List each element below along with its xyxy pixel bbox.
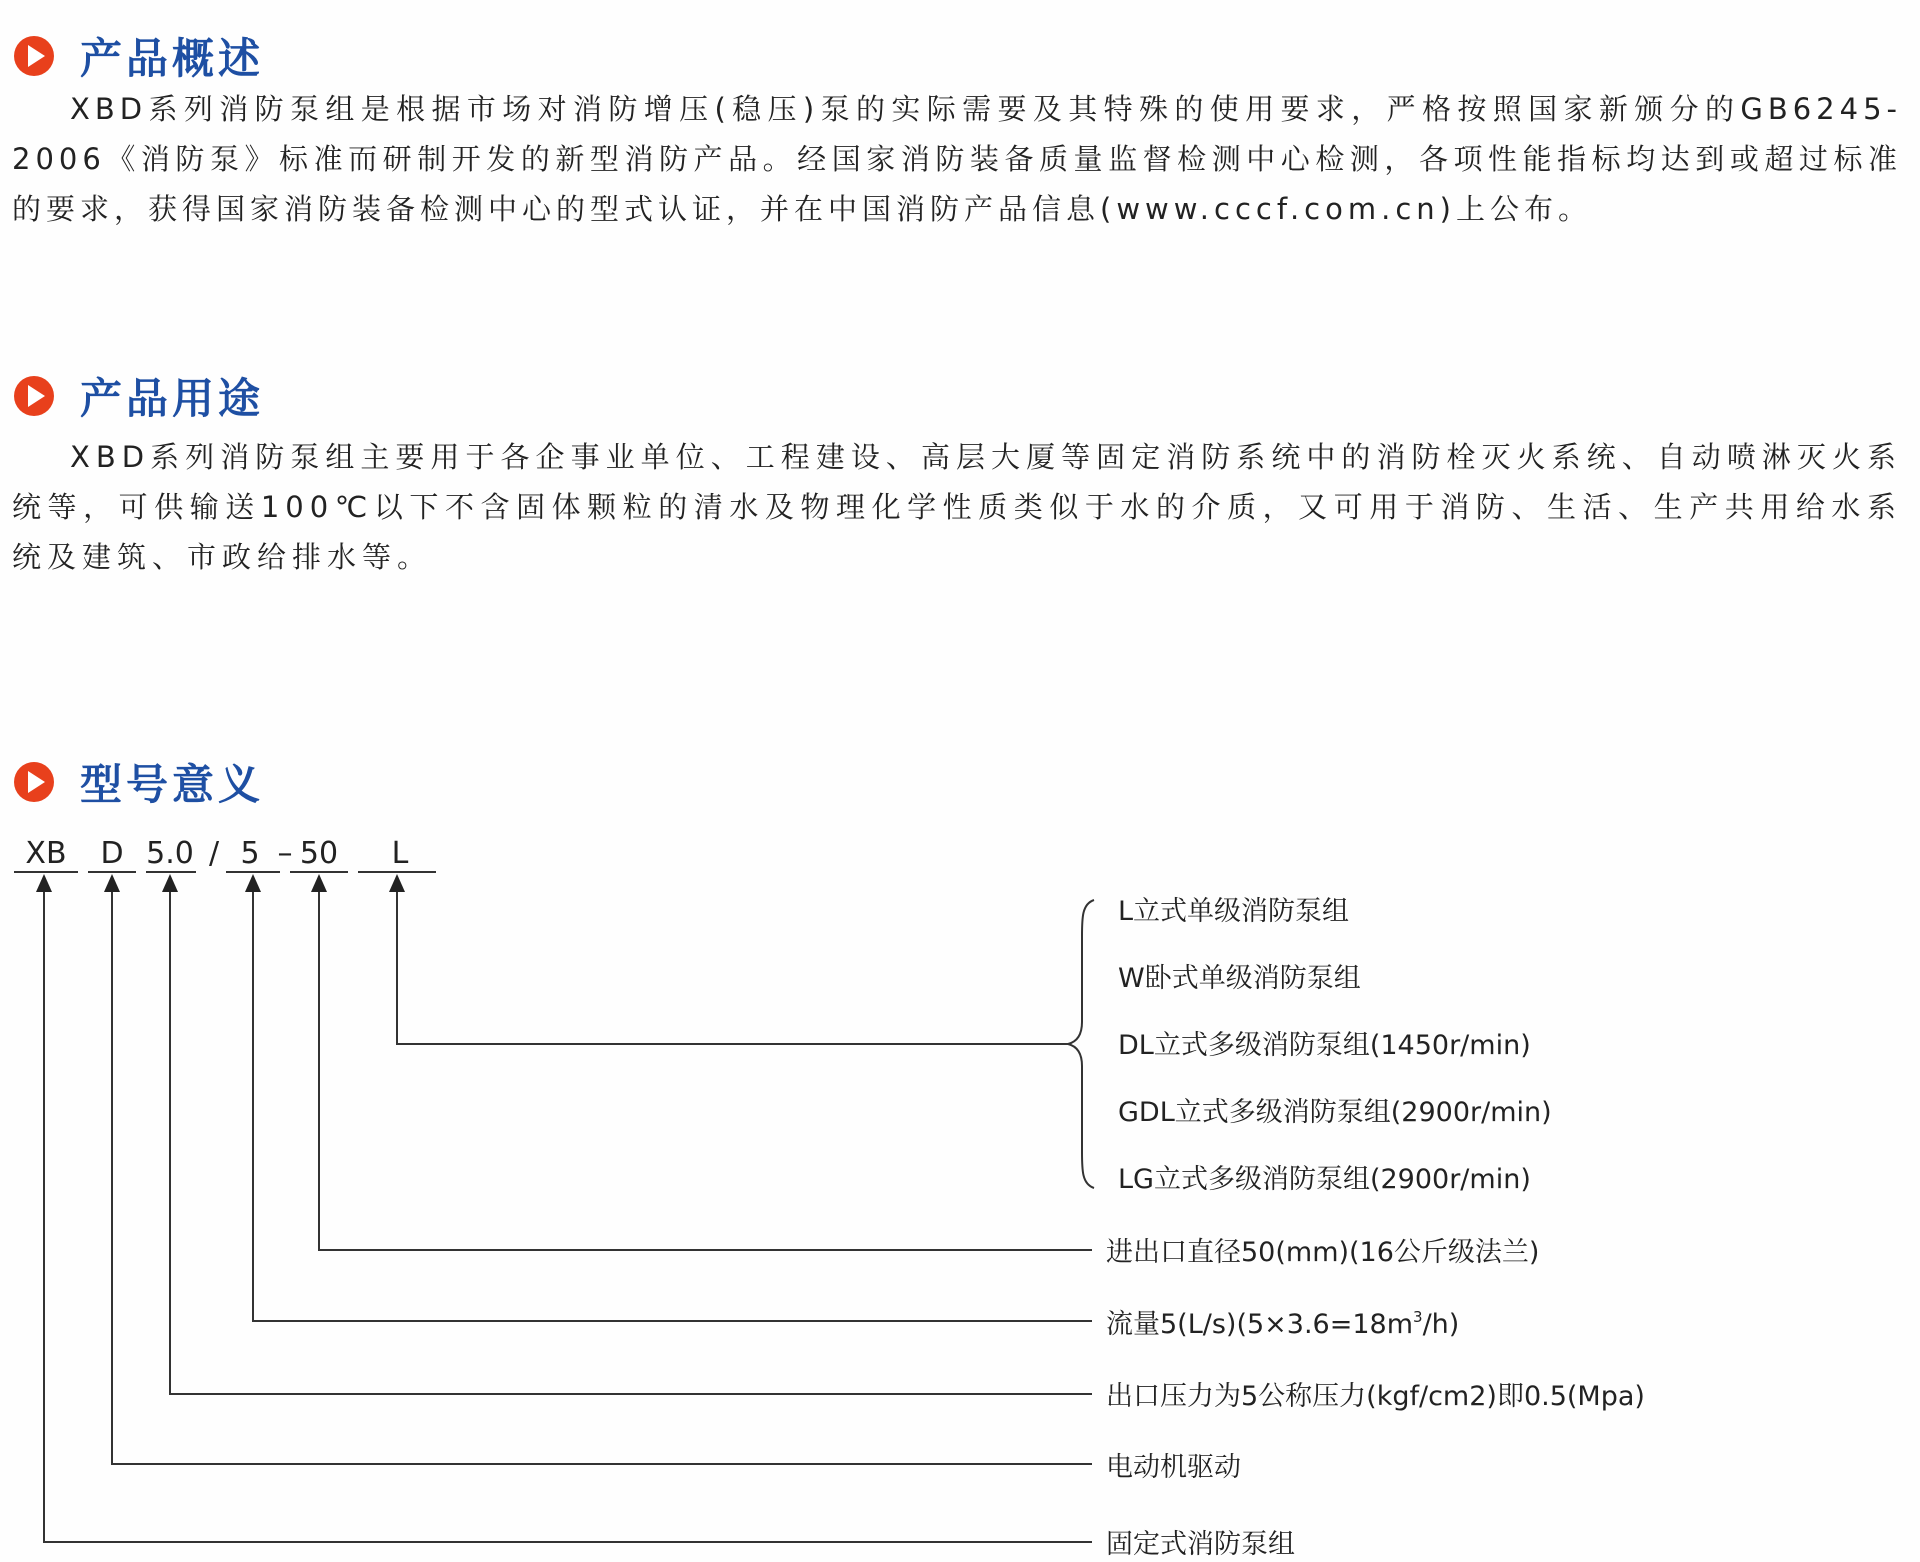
usage-paragraph: XBD系列消防泵组主要用于各企事业单位、工程建设、高层大厦等固定消防系统中的消防栓灭火系统、自动喷淋灭火系统等，可供输送100℃以下不含固体颗粒的清水及物理化学性质类似于水的介质，又可用于消防、生活、生产共用给水系统及建筑、市政给排水等。 bbox=[12, 440, 1902, 574]
type-option-w: W卧式单级消防泵组 bbox=[1118, 963, 1361, 994]
section-title-overview: 产品概述 bbox=[80, 34, 265, 83]
code-dash: – bbox=[277, 836, 293, 871]
play-arrow-icon bbox=[12, 760, 56, 804]
play-arrow-icon bbox=[12, 34, 56, 78]
meaning-flow: 流量$5(L/s)(5\times 3.6=18m^3/h)$ bbox=[1106, 1308, 1460, 1340]
section-title-model: 型号意义 bbox=[80, 760, 265, 809]
section-usage-header bbox=[12, 366, 264, 426]
meaning-fixed: 固定式消防泵组 bbox=[1106, 1529, 1295, 1560]
model-designation-diagram bbox=[0, 800, 1920, 1562]
play-arrow-icon bbox=[12, 374, 56, 418]
meaning-diameter: 进出口直径50(mm)(16公斤级法兰) bbox=[1106, 1237, 1540, 1268]
type-option-lg: LG立式多级消防泵组(2900r/min) bbox=[1118, 1164, 1531, 1195]
code-d: D bbox=[100, 836, 124, 871]
meaning-pressure: 出口压力为5公称压力(kgf/cm2)即0.5(Mpa) bbox=[1106, 1381, 1645, 1412]
overview-paragraph: XBD系列消防泵组是根据市场对消防增压(稳压)泵的实际需要及其特殊的使用要求，严格按照国家新颁分的GB6245-2006《消防泵》标准而研制开发的新型消防产品。经国家消防装备质量监督检测中心检测，各项性能指标均达到或超过标准的要求，获得国家消防装备检测中心的型式认证，并在中国消防产品信息(www.cccf.com.cn)上公布。 bbox=[12, 92, 1902, 226]
code-diameter: 50 bbox=[299, 836, 339, 871]
code-type: L bbox=[391, 836, 409, 871]
leader-lines bbox=[44, 892, 1092, 1542]
section-title-usage: 产品用途 bbox=[80, 374, 265, 423]
meaning-drive: 电动机驱动 bbox=[1106, 1452, 1241, 1483]
type-option-dl: DL立式多级消防泵组(1450r/min) bbox=[1118, 1030, 1531, 1061]
code-slash: / bbox=[208, 836, 220, 871]
options-brace bbox=[1068, 900, 1094, 1188]
code-flow: 5 bbox=[240, 836, 260, 871]
type-option-gdl: GDL立式多级消防泵组(2900r/min) bbox=[1118, 1097, 1552, 1128]
type-option-l: L立式单级消防泵组 bbox=[1118, 896, 1350, 927]
code-pressure: 5.0 bbox=[146, 836, 194, 871]
code-xb: XB bbox=[25, 836, 67, 871]
section-overview-header bbox=[12, 26, 264, 86]
pointer-arrowheads bbox=[36, 874, 405, 892]
